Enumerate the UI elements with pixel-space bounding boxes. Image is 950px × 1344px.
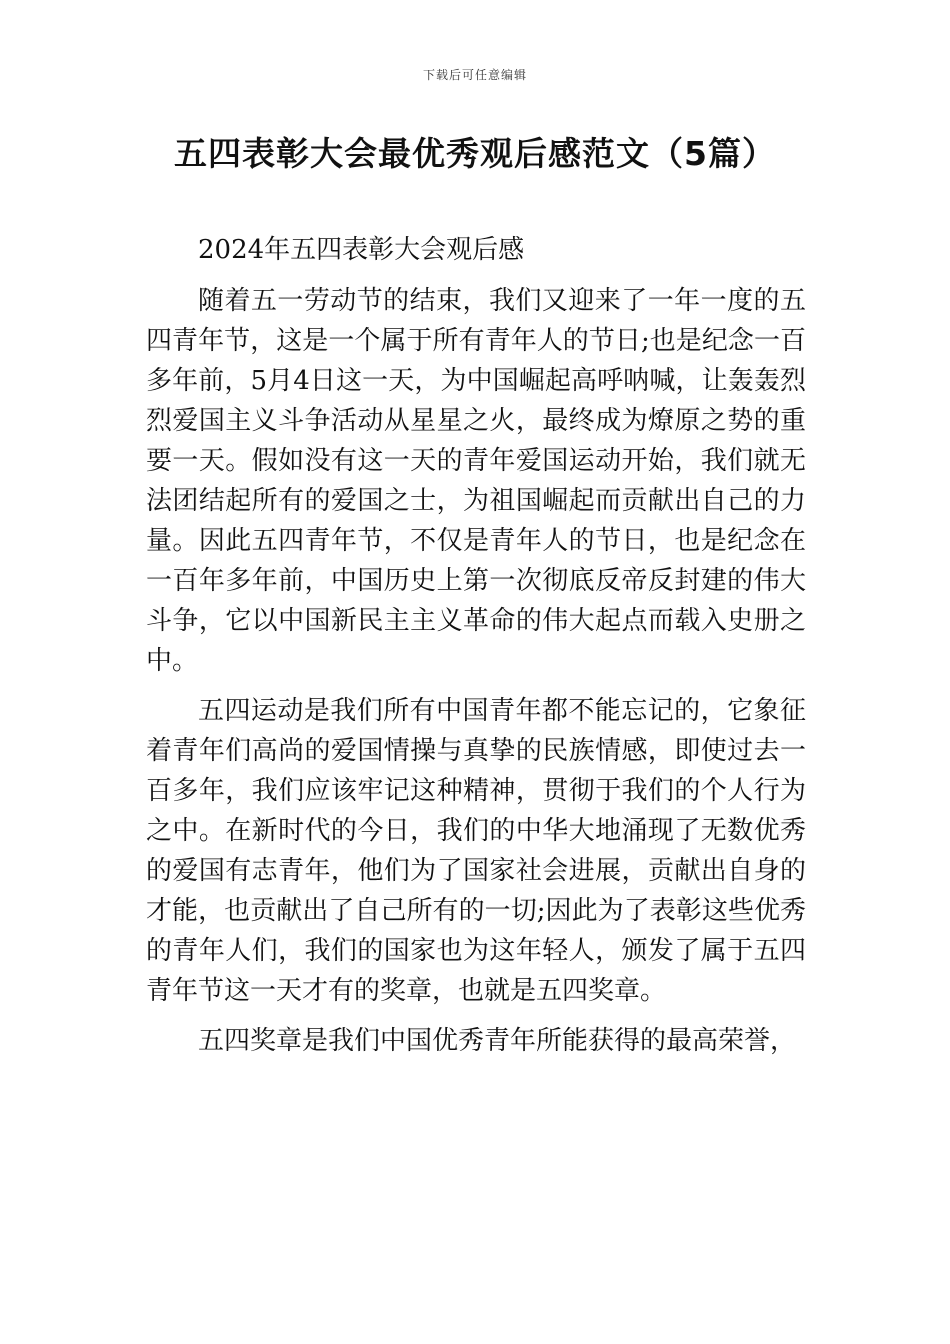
header-note: 下载后可任意编辑 [422, 68, 527, 82]
document-body [146, 230, 806, 1071]
section-subtitle: 2024年五四表彰大会观后感 [198, 235, 525, 265]
paragraph: 五四奖章是我们中国优秀青年所能获得的最高荣誉， [198, 1026, 797, 1056]
paragraph: 随着五一劳动节的结束，我们又迎来了一年一度的五四青年节，这是一个属于所有青年人的节日;也是纪念一百多年前，5月4日这一天，为中国崛起高呼呐喊，让轰轰烈烈爱国主义斗争活动从星星之火，最终成为燎原之势的重要一天。假如没有这一天的青年爱国运动开始，我们就无法团结起所有的爱国之士，为祖国崛起而贡献出自己的力量。因此五四青年节，不仅是青年人的节日，也是纪念在一百年多年前，中国历史上第一次彻底反帝反封建的伟大斗争，它以中国新民主主义革命的伟大起点而载入史册之中。 [146, 286, 806, 676]
document-title: 五四表彰大会最优秀观后感范文（5篇） [174, 134, 776, 173]
paragraph: 五四运动是我们所有中国青年都不能忘记的，它象征着青年们高尚的爱国情操与真挚的民族情感，即使过去一百多年，我们应该牢记这种精神，贯彻于我们的个人行为之中。在新时代的今日，我们的中华大地涌现了无数优秀的爱国有志青年，他们为了国家社会进展，贡献出自身的才能，也贡献出了自己所有的一切;因此为了表彰这些优秀的青年人们，我们的国家也为这年轻人，颁发了属于五四青年节这一天才有的奖章，也就是五四奖章。 [146, 696, 806, 1006]
